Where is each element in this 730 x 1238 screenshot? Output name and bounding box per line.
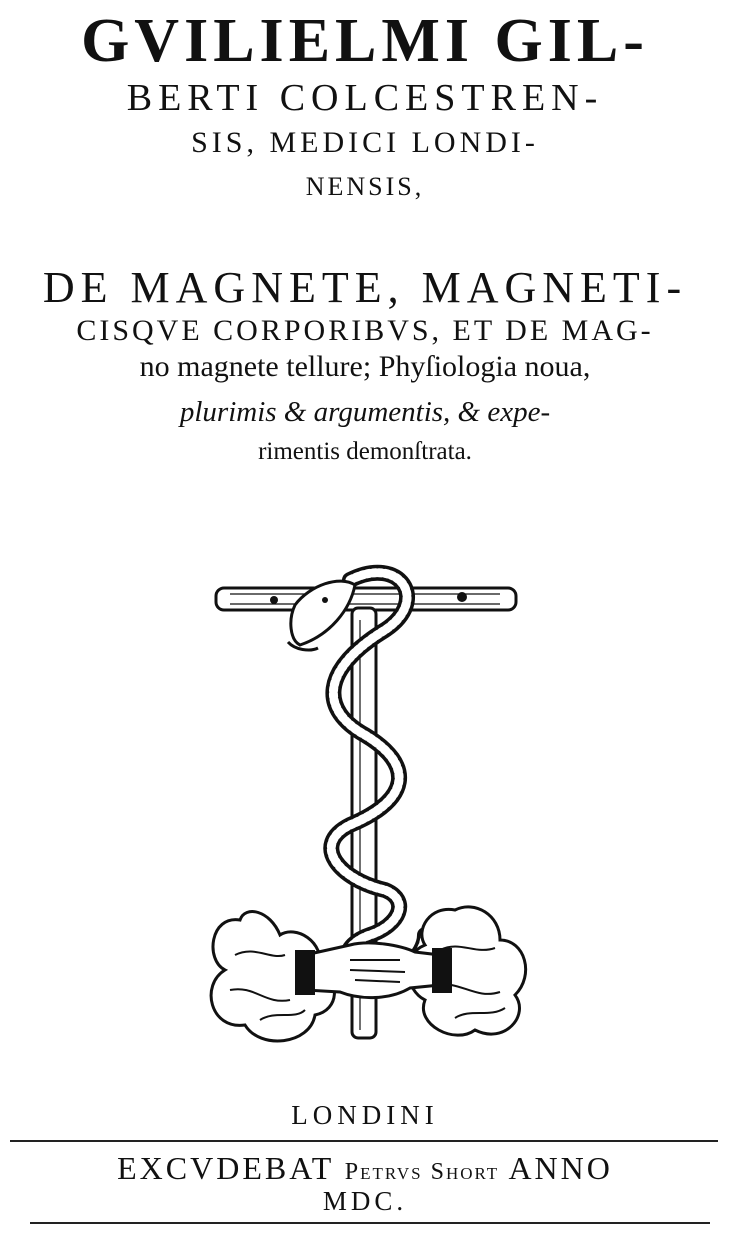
- subtitle-line-5: rimentis demonſtrata.: [258, 438, 472, 465]
- subtitle-line-2: CISQVE CORPORIBVS, ET DE MAG-: [76, 314, 654, 347]
- title-line-1: GVILIELMI GIL-: [81, 7, 649, 75]
- subtitle-line-4: plurimis & argumentis, & expe-: [179, 396, 551, 428]
- imprint-printer-line: [0, 1150, 730, 1187]
- subtitle-line-3: no magnete tellure; Phyſiologia noua,: [139, 350, 591, 383]
- printer-suffix: ANNO: [499, 1150, 613, 1186]
- printer-prefix: EXCVDEBAT: [117, 1150, 345, 1186]
- divider-rule-bottom: [30, 1222, 710, 1224]
- imprint-year: MDC.: [322, 1186, 408, 1216]
- printer-name: Petrvs Short: [344, 1159, 500, 1185]
- title-line-3: SIS, MEDICI LONDI-: [191, 126, 539, 159]
- imprint-place: LONDINI: [291, 1100, 439, 1130]
- divider-rule-top: [10, 1140, 718, 1142]
- title-line-2: BERTI COLCESTREN-: [126, 77, 604, 119]
- title-line-4: NENSIS,: [305, 172, 425, 201]
- subtitle-line-1: DE MAGNETE, MAGNETI-: [42, 263, 688, 312]
- printers-device-emblem: [200, 560, 530, 1050]
